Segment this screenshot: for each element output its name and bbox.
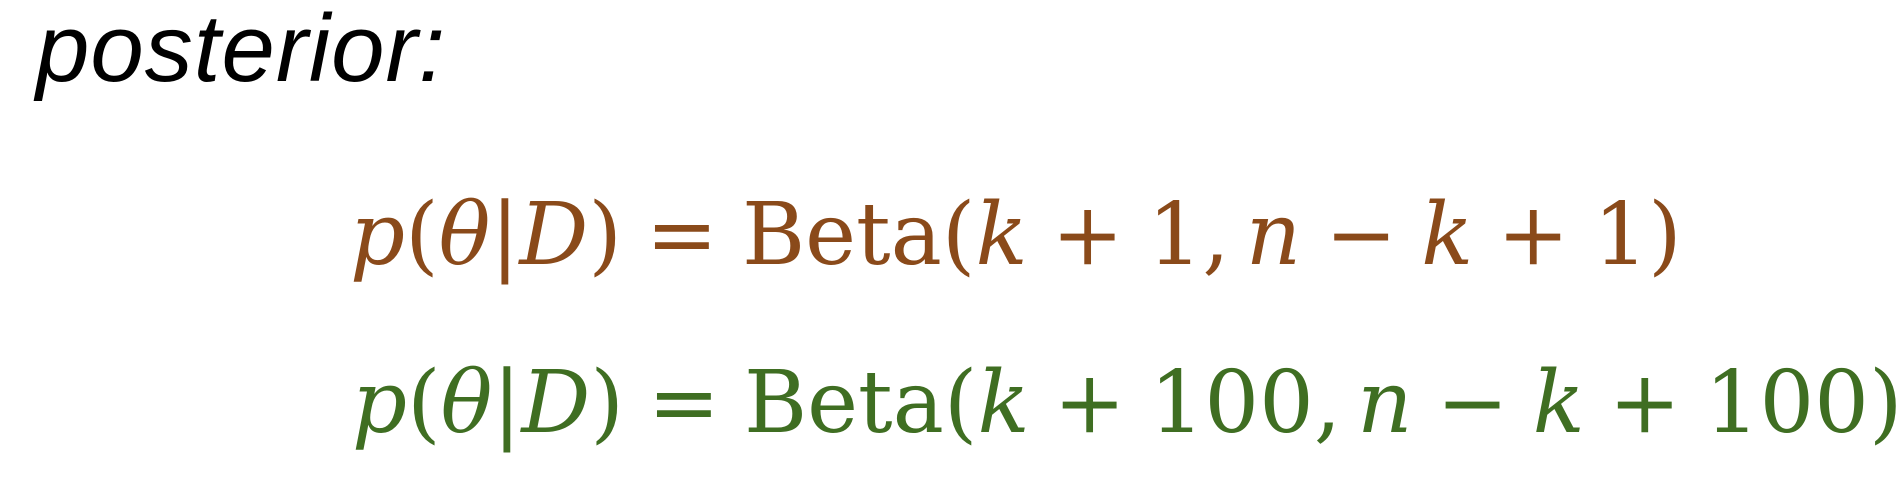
distribution-name: Beta <box>741 185 942 285</box>
open-paren: ( <box>941 185 976 285</box>
arg2-variable-n: n <box>1245 185 1302 285</box>
equation-2 <box>352 353 1903 453</box>
arg1-operator: + <box>1053 353 1126 453</box>
lhs-function: p <box>352 353 408 453</box>
arg1-variable: k <box>975 185 1028 285</box>
arg1-number: 1 <box>1147 185 1203 285</box>
lhs-close-paren: ) <box>588 185 622 285</box>
arg2-plus: + <box>1608 353 1681 453</box>
heading-posterior: posterior: <box>36 0 447 102</box>
lhs-open-paren: ( <box>405 185 439 285</box>
arg1-variable: k <box>977 353 1030 453</box>
open-paren: ( <box>943 353 978 453</box>
arg1-number: 100 <box>1149 353 1314 453</box>
arg2-variable-n: n <box>1357 353 1413 453</box>
arg2-minus: − <box>1436 353 1509 453</box>
lhs-bar: | <box>490 185 520 285</box>
close-paren: ) <box>1868 353 1903 453</box>
lhs-close-paren: ) <box>590 353 624 453</box>
close-paren: ) <box>1648 185 1682 285</box>
comma: , <box>1202 185 1230 285</box>
lhs-theta: θ <box>438 185 491 285</box>
lhs-theta: θ <box>440 353 493 453</box>
arg2-minus: − <box>1325 185 1398 285</box>
arg2-variable-k: k <box>1421 185 1474 285</box>
lhs-data: D <box>519 185 589 285</box>
lhs-open-paren: ( <box>407 353 441 453</box>
distribution-name: Beta <box>743 353 944 453</box>
equals-sign: = <box>645 185 718 285</box>
arg2-variable-k: k <box>1532 353 1585 453</box>
lhs-function: p <box>350 185 406 285</box>
arg1-operator: + <box>1051 185 1124 285</box>
equals-sign: = <box>647 353 720 453</box>
lhs-bar: | <box>492 353 522 453</box>
arg2-number: 100 <box>1704 353 1869 453</box>
equation-1 <box>350 185 1682 285</box>
arg2-number: 1 <box>1593 185 1649 285</box>
lhs-data: D <box>521 353 591 453</box>
arg2-plus: + <box>1497 185 1570 285</box>
comma: , <box>1313 353 1342 453</box>
